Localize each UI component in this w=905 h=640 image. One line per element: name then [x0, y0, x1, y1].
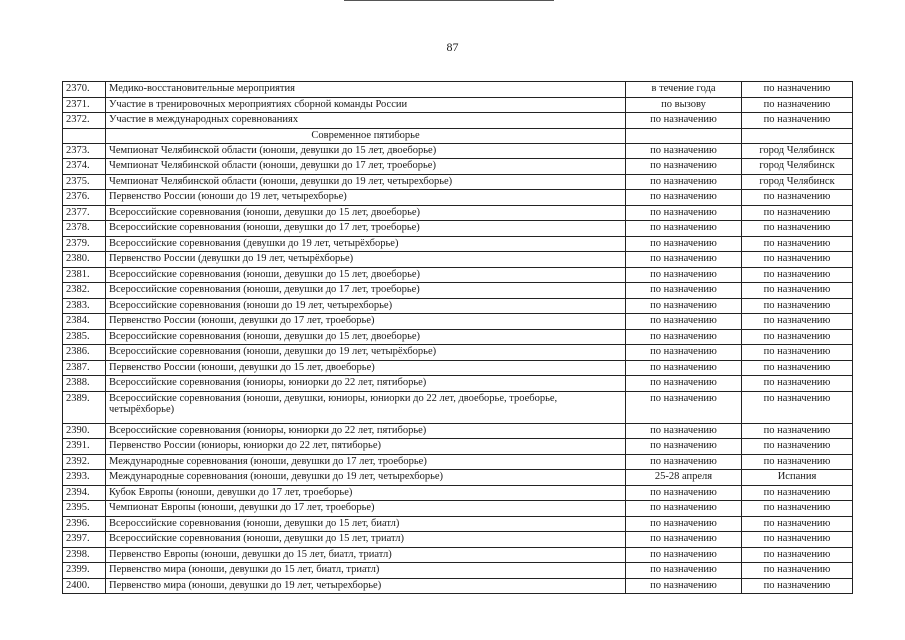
event-date: по назначению: [626, 501, 742, 517]
table-row: [63, 143, 853, 159]
table-row: [63, 252, 853, 268]
section-header-row: [63, 128, 853, 143]
event-name: Чемпионат Челябинской области (юноши, девушки до 15 лет, двоеборье): [106, 143, 626, 159]
table-row: [63, 391, 853, 423]
event-date: по назначению: [626, 454, 742, 470]
event-name: Первенство России (юноши, девушки до 17 лет, троеборье): [106, 314, 626, 330]
table-row: [63, 376, 853, 392]
row-number: 2370.: [63, 82, 106, 98]
event-date: по назначению: [626, 345, 742, 361]
row-number: 2383.: [63, 298, 106, 314]
event-date: по назначению: [626, 547, 742, 563]
event-place: по назначению: [742, 252, 853, 268]
row-number: 2395.: [63, 501, 106, 517]
event-place: по назначению: [742, 532, 853, 548]
table-row: [63, 360, 853, 376]
event-name: Чемпионат Европы (юноши, девушки до 17 лет, троеборье): [106, 501, 626, 517]
table-row: [63, 159, 853, 175]
table-row: [63, 82, 853, 98]
row-number: 2373.: [63, 143, 106, 159]
event-name: Всероссийские соревнования (юноши, девушки, юниоры, юниорки до 22 лет, двоеборье, троеборье, четырёхборье): [106, 391, 626, 423]
event-date: по назначению: [626, 205, 742, 221]
top-rule: [344, 0, 554, 1]
row-number: 2387.: [63, 360, 106, 376]
table-row: [63, 532, 853, 548]
event-name: Всероссийские соревнования (юноши, девушки до 15 лет, двоеборье): [106, 205, 626, 221]
event-name: Международные соревнования (юноши, девушки до 19 лет, четырехборье): [106, 470, 626, 486]
table-row: [63, 267, 853, 283]
event-name: Всероссийские соревнования (юноши, девушки до 15 лет, двоеборье): [106, 267, 626, 283]
event-name: Первенство Европы (юноши, девушки до 15 лет, биатл, триатл): [106, 547, 626, 563]
event-place: по назначению: [742, 547, 853, 563]
event-date: по назначению: [626, 329, 742, 345]
event-name: Всероссийские соревнования (юниоры, юниорки до 22 лет, пятиборье): [106, 423, 626, 439]
event-date: по назначению: [626, 143, 742, 159]
row-number: 2391.: [63, 439, 106, 455]
event-date: по назначению: [626, 423, 742, 439]
event-date: по вызову: [626, 97, 742, 113]
row-number: 2378.: [63, 221, 106, 237]
row-number: 2390.: [63, 423, 106, 439]
event-date: по назначению: [626, 532, 742, 548]
table-row: [63, 221, 853, 237]
event-place: по назначению: [742, 485, 853, 501]
event-date: по назначению: [626, 360, 742, 376]
event-name: Всероссийские соревнования (юниоры, юниорки до 22 лет, пятиборье): [106, 376, 626, 392]
event-place: по назначению: [742, 376, 853, 392]
event-name: Первенство России (девушки до 19 лет, четырёхборье): [106, 252, 626, 268]
table-row: [63, 97, 853, 113]
event-place: по назначению: [742, 563, 853, 579]
event-place: по назначению: [742, 454, 853, 470]
event-place: по назначению: [742, 205, 853, 221]
event-date: по назначению: [626, 113, 742, 129]
row-number: 2388.: [63, 376, 106, 392]
event-place: по назначению: [742, 298, 853, 314]
event-date: по назначению: [626, 485, 742, 501]
event-place: Испания: [742, 470, 853, 486]
table-row: [63, 205, 853, 221]
table-row: [63, 236, 853, 252]
event-place: по назначению: [742, 423, 853, 439]
table-row: [63, 578, 853, 594]
event-date: по назначению: [626, 376, 742, 392]
event-place: по назначению: [742, 439, 853, 455]
row-number: 2380.: [63, 252, 106, 268]
event-date: по назначению: [626, 236, 742, 252]
event-date: по назначению: [626, 578, 742, 594]
event-name: Всероссийские соревнования (юноши до 19 лет, четырехборье): [106, 298, 626, 314]
event-name: Кубок Европы (юноши, девушки до 17 лет, троеборье): [106, 485, 626, 501]
section-title: Современное пятиборье: [106, 128, 626, 143]
event-date: по назначению: [626, 267, 742, 283]
event-date: по назначению: [626, 391, 742, 423]
table-row: [63, 283, 853, 299]
row-number: 2386.: [63, 345, 106, 361]
event-date: по назначению: [626, 159, 742, 175]
event-name: Первенство мира (юноши, девушки до 15 лет, биатл, триатл): [106, 563, 626, 579]
row-number: 2389.: [63, 391, 106, 423]
event-place: по назначению: [742, 283, 853, 299]
event-date: по назначению: [626, 516, 742, 532]
event-place: по назначению: [742, 267, 853, 283]
event-name: Первенство России (юноши до 19 лет, четырехборье): [106, 190, 626, 206]
event-place: по назначению: [742, 97, 853, 113]
table-row: [63, 439, 853, 455]
event-name: Всероссийские соревнования (юноши, девушки до 19 лет, четырёхборье): [106, 345, 626, 361]
event-name: Всероссийские соревнования (девушки до 19 лет, четырёхборье): [106, 236, 626, 252]
row-number: 2375.: [63, 174, 106, 190]
event-date: 25-28 апреля: [626, 470, 742, 486]
event-date: по назначению: [626, 563, 742, 579]
section-header-group: [63, 128, 853, 143]
table-body-before: [63, 82, 853, 129]
table-row: [63, 345, 853, 361]
table-row: [63, 470, 853, 486]
event-name: Чемпионат Челябинской области (юноши, девушки до 17 лет, троеборье): [106, 159, 626, 175]
event-place: город Челябинск: [742, 174, 853, 190]
event-date: по назначению: [626, 283, 742, 299]
event-place: город Челябинск: [742, 159, 853, 175]
event-name: Первенство России (юноши, девушки до 15 лет, двоеборье): [106, 360, 626, 376]
event-place: по назначению: [742, 190, 853, 206]
table-row: [63, 423, 853, 439]
event-name: Первенство России (юниоры, юниорки до 22 лет, пятиборье): [106, 439, 626, 455]
table-row: [63, 113, 853, 129]
table-row: [63, 329, 853, 345]
event-place: по назначению: [742, 82, 853, 98]
event-date: по назначению: [626, 174, 742, 190]
event-name: Первенство мира (юноши, девушки до 19 лет, четырехборье): [106, 578, 626, 594]
page-number: 87: [446, 40, 459, 54]
event-date: по назначению: [626, 252, 742, 268]
table-row: [63, 174, 853, 190]
event-place: по назначению: [742, 391, 853, 423]
event-place: по назначению: [742, 329, 853, 345]
event-place: по назначению: [742, 578, 853, 594]
row-number: 2376.: [63, 190, 106, 206]
table-row: [63, 314, 853, 330]
row-number: 2397.: [63, 532, 106, 548]
event-date: по назначению: [626, 190, 742, 206]
table-row: [63, 298, 853, 314]
section-num-cell: [63, 128, 106, 143]
event-place: город Челябинск: [742, 143, 853, 159]
event-place: по назначению: [742, 221, 853, 237]
event-name: Участие в тренировочных мероприятиях сборной команды России: [106, 97, 626, 113]
table-row: [63, 454, 853, 470]
row-number: 2396.: [63, 516, 106, 532]
event-date: в течение года: [626, 82, 742, 98]
row-number: 2398.: [63, 547, 106, 563]
event-name: Международные соревнования (юноши, девушки до 17 лет, троеборье): [106, 454, 626, 470]
row-number: 2372.: [63, 113, 106, 129]
table-row: [63, 516, 853, 532]
row-number: 2382.: [63, 283, 106, 299]
row-number: 2377.: [63, 205, 106, 221]
event-name: Всероссийские соревнования (юноши, девушки до 17 лет, троеборье): [106, 221, 626, 237]
event-place: по назначению: [742, 113, 853, 129]
event-date: по назначению: [626, 439, 742, 455]
event-name: Чемпионат Челябинской области (юноши, девушки до 19 лет, четырехборье): [106, 174, 626, 190]
section-place-cell: [742, 128, 853, 143]
event-place: по назначению: [742, 236, 853, 252]
table-row: [63, 501, 853, 517]
event-name: Участие в международных соревнованиях: [106, 113, 626, 129]
event-place: по назначению: [742, 516, 853, 532]
event-place: по назначению: [742, 345, 853, 361]
row-number: 2385.: [63, 329, 106, 345]
event-date: по назначению: [626, 314, 742, 330]
table-row: [63, 547, 853, 563]
event-place: по назначению: [742, 501, 853, 517]
event-place: по назначению: [742, 360, 853, 376]
table-row: [63, 485, 853, 501]
event-name: Всероссийские соревнования (юноши, девушки до 17 лет, троеборье): [106, 283, 626, 299]
events-table: [62, 81, 853, 594]
event-name: Всероссийские соревнования (юноши, девушки до 15 лет, двоеборье): [106, 329, 626, 345]
table-row: [63, 190, 853, 206]
table-row: [63, 563, 853, 579]
row-number: 2400.: [63, 578, 106, 594]
event-date: по назначению: [626, 298, 742, 314]
event-name: Всероссийские соревнования (юноши, девушки до 15 лет, триатл): [106, 532, 626, 548]
row-number: 2374.: [63, 159, 106, 175]
event-place: по назначению: [742, 314, 853, 330]
row-number: 2392.: [63, 454, 106, 470]
event-date: по назначению: [626, 221, 742, 237]
row-number: 2393.: [63, 470, 106, 486]
row-number: 2394.: [63, 485, 106, 501]
section-date-cell: [626, 128, 742, 143]
event-name: Всероссийские соревнования (юноши, девушки до 15 лет, биатл): [106, 516, 626, 532]
row-number: 2399.: [63, 563, 106, 579]
row-number: 2371.: [63, 97, 106, 113]
row-number: 2381.: [63, 267, 106, 283]
row-number: 2379.: [63, 236, 106, 252]
table-body-after: [63, 143, 853, 594]
row-number: 2384.: [63, 314, 106, 330]
event-name: Медико-восстановительные мероприятия: [106, 82, 626, 98]
